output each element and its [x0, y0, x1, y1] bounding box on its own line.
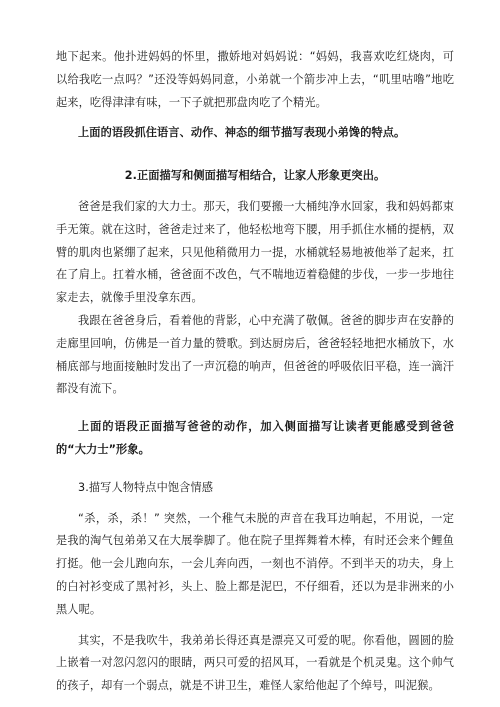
paragraph-following-father: 我跟在爸爸身后，看着他的背影，心中充满了敬佩。爸爸的脚步声在安静的走廊里回响，仿佛是一首力量的赞歌。到达厨房后，爸爸轻轻地把水桶放下，水桶底部与地面接触时发出了一声沉稳的响声，但爸爸的呼吸依旧平稳，连一滴汗都没有流下。	[56, 313, 454, 396]
section-heading-2: 2.正面描写和侧面描写相结合，让家人形象更突出。	[124, 169, 386, 183]
paragraph-strong-father: 爸爸是我们家的大力士。那天，我们要搬一大桶纯净水回家，我和妈妈都束手无策。就在这时，爸爸走过来了，他轻松地弯下腰，用手抓住水桶的提柄，双臂的肌肉也紧绷了起来，只见他稍微用力一提，水桶就轻易地被他举了起来，扛在了肩上。扛着水桶，爸爸面不改色，气不喘地迈着稳健的步伐，一步一步地往家走去，就像手里没拿东西。	[56, 199, 454, 305]
section-heading-3: 3.描写人物特点中饱含情感	[78, 480, 214, 494]
paragraph-brother-looks: 其实，不是我吹牛，我弟弟长得还真是漂亮又可爱的呢。你看他，圆圆的脸上嵌着一对忽闪忽闪的眼睛，两只可爱的招风耳，一看就是个机灵鬼。这个帅气的孩子，却有一个弱点，就是不讲卫生，难怪人家给他起了个绰号，叫泥猴。	[56, 633, 454, 693]
paragraph-eating-pork: 地下起来。他扑进妈妈的怀里，撒娇地对妈妈说：“妈妈，我喜欢吃红烧肉，可以给我吃一点吗？”还没等妈妈同意，小弟就一个箭步冲上去，“叽里咕噜”地吃起来，吃得津津有味，一下子就把那盘肉吃了个精光。	[56, 50, 454, 109]
paragraph-naughty-brother: “杀，杀，杀！” 突然，一个稚气未脱的声音在我耳边响起，不用说，一定是我的淘气包弟弟又在大展拳脚了。他在院子里挥舞着木棒，有时还会来个鲤鱼打挺。他一会儿跑向东，一会儿奔向西，一刻也不消停。不到半天的功夫，身上的白衬衫变成了黑衬衫，头上、脸上都是泥巴，不仔细看，还以为是非洲来的小黑人呢。	[56, 511, 454, 616]
analysis-note-1: 上面的语段抓住语言、动作、神态的细节描写表现小弟馋的特点。	[78, 126, 406, 140]
analysis-note-2: 上面的语段正面描写爸爸的动作，加入侧面描写让读者更能感受到爸爸的“大力士”形象。	[56, 420, 454, 456]
document-page	[56, 0, 454, 698]
